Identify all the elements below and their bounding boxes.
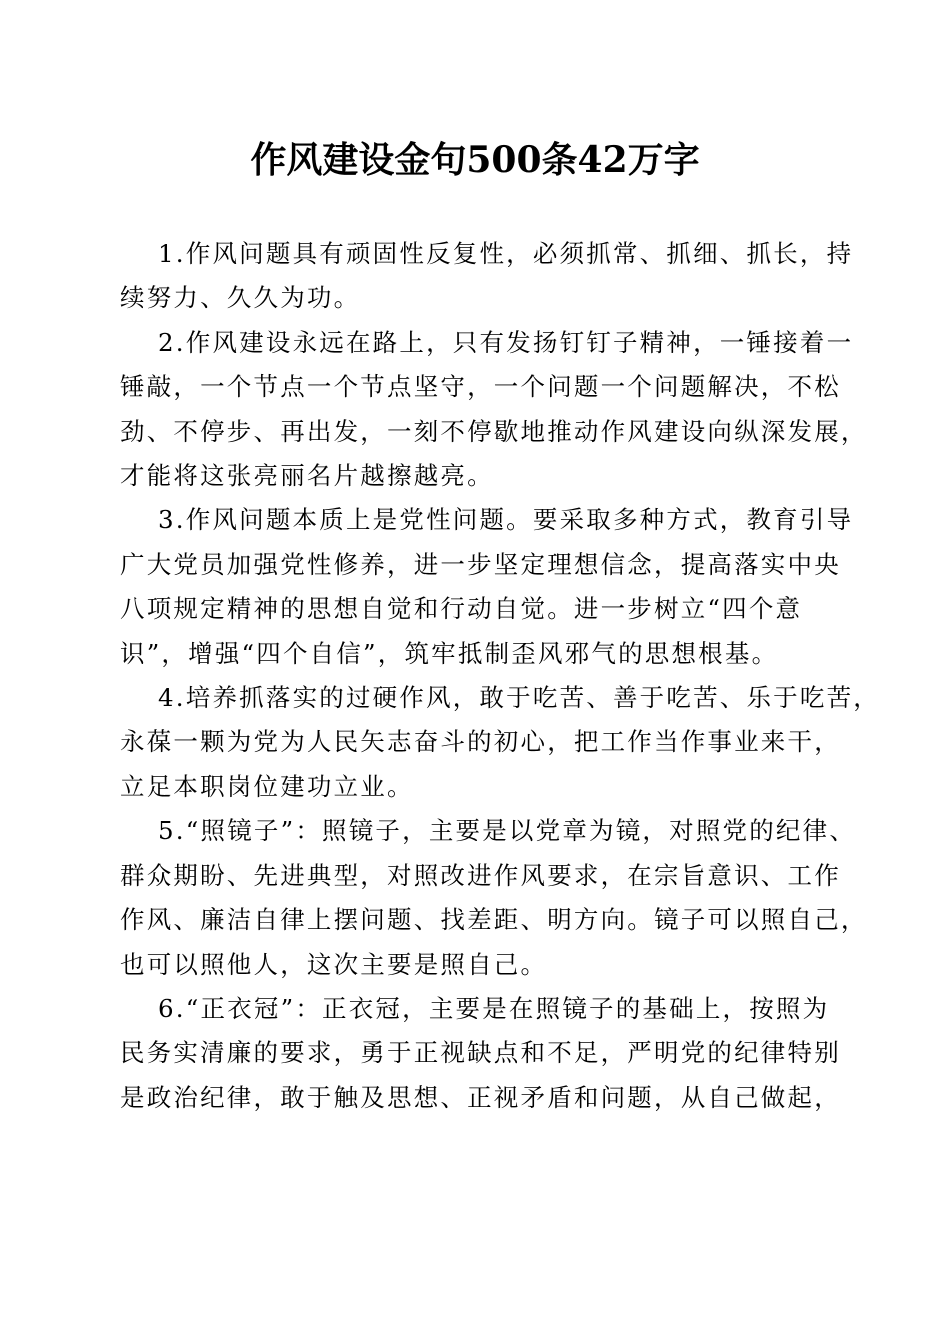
document-title: 作风建设金句500条42万字 <box>250 139 700 181</box>
text-line: 劲、不停步、再出发，一刻不停歇地推动作风建设向纵深发展， <box>120 416 868 446</box>
text-line: 广大党员加强党性修养，进一步坚定理想信念，提高落实中央 <box>120 549 841 579</box>
text-line: 锤敲，一个节点一个节点坚守，一个问题一个问题解决，不松 <box>120 372 841 402</box>
paragraph-6 <box>120 987 841 1120</box>
text-line: 立足本职岗位建功立业。 <box>120 771 414 801</box>
paragraph-4 <box>120 676 880 809</box>
text-line: 5.“照镜子”：照镜子，主要是以党章为镜，对照党的纪律、 <box>158 816 857 846</box>
text-line: 也可以照他人，这次主要是照自己。 <box>120 949 548 979</box>
text-line: 1.作风问题具有顽固性反复性，必须抓常、抓细、抓长，持 <box>158 239 854 268</box>
paragraph-2 <box>120 321 868 499</box>
text-line: 八项规定精神的思想自觉和行动自觉。进一步树立“四个意 <box>120 594 803 624</box>
paragraph-1 <box>120 232 854 321</box>
text-line: 才能将这张亮丽名片越擦越亮。 <box>120 461 494 491</box>
text-line: 识”，增强“四个自信”，筑牢抵制歪风邪气的思想根基。 <box>120 638 779 668</box>
text-line: 3.作风问题本质上是党性问题。要采取多种方式，教育引导 <box>158 505 854 535</box>
text-line: 2.作风建设永远在路上，只有发扬钉钉子精神，一锤接着一 <box>158 327 854 357</box>
paragraph-3 <box>120 498 854 676</box>
text-line: 作风、廉洁自律上摆问题、找差距、明方向。镜子可以照自己， <box>120 905 868 935</box>
text-line: 群众期盼、先进典型，对照改进作风要求，在宗旨意识、工作 <box>120 860 841 890</box>
text-line: 是政治纪律，敢于触及思想、正视矛盾和问题，从自己做起， <box>120 1082 841 1112</box>
text-line: 续努力、久久为功。 <box>120 283 361 313</box>
text-line: 6.“正衣冠”：正衣冠，主要是在照镜子的基础上，按照为 <box>158 993 830 1023</box>
document-body <box>120 232 880 1120</box>
text-line: 4.培养抓落实的过硬作风，敢于吃苦、善于吃苦、乐于吃苦， <box>158 683 880 713</box>
text-line: 永葆一颗为党为人民矢志奋斗的初心，把工作当作事业来干， <box>120 727 841 757</box>
paragraph-5 <box>120 809 868 987</box>
text-line: 民务实清廉的要求，勇于正视缺点和不足，严明党的纪律特别 <box>120 1038 841 1068</box>
